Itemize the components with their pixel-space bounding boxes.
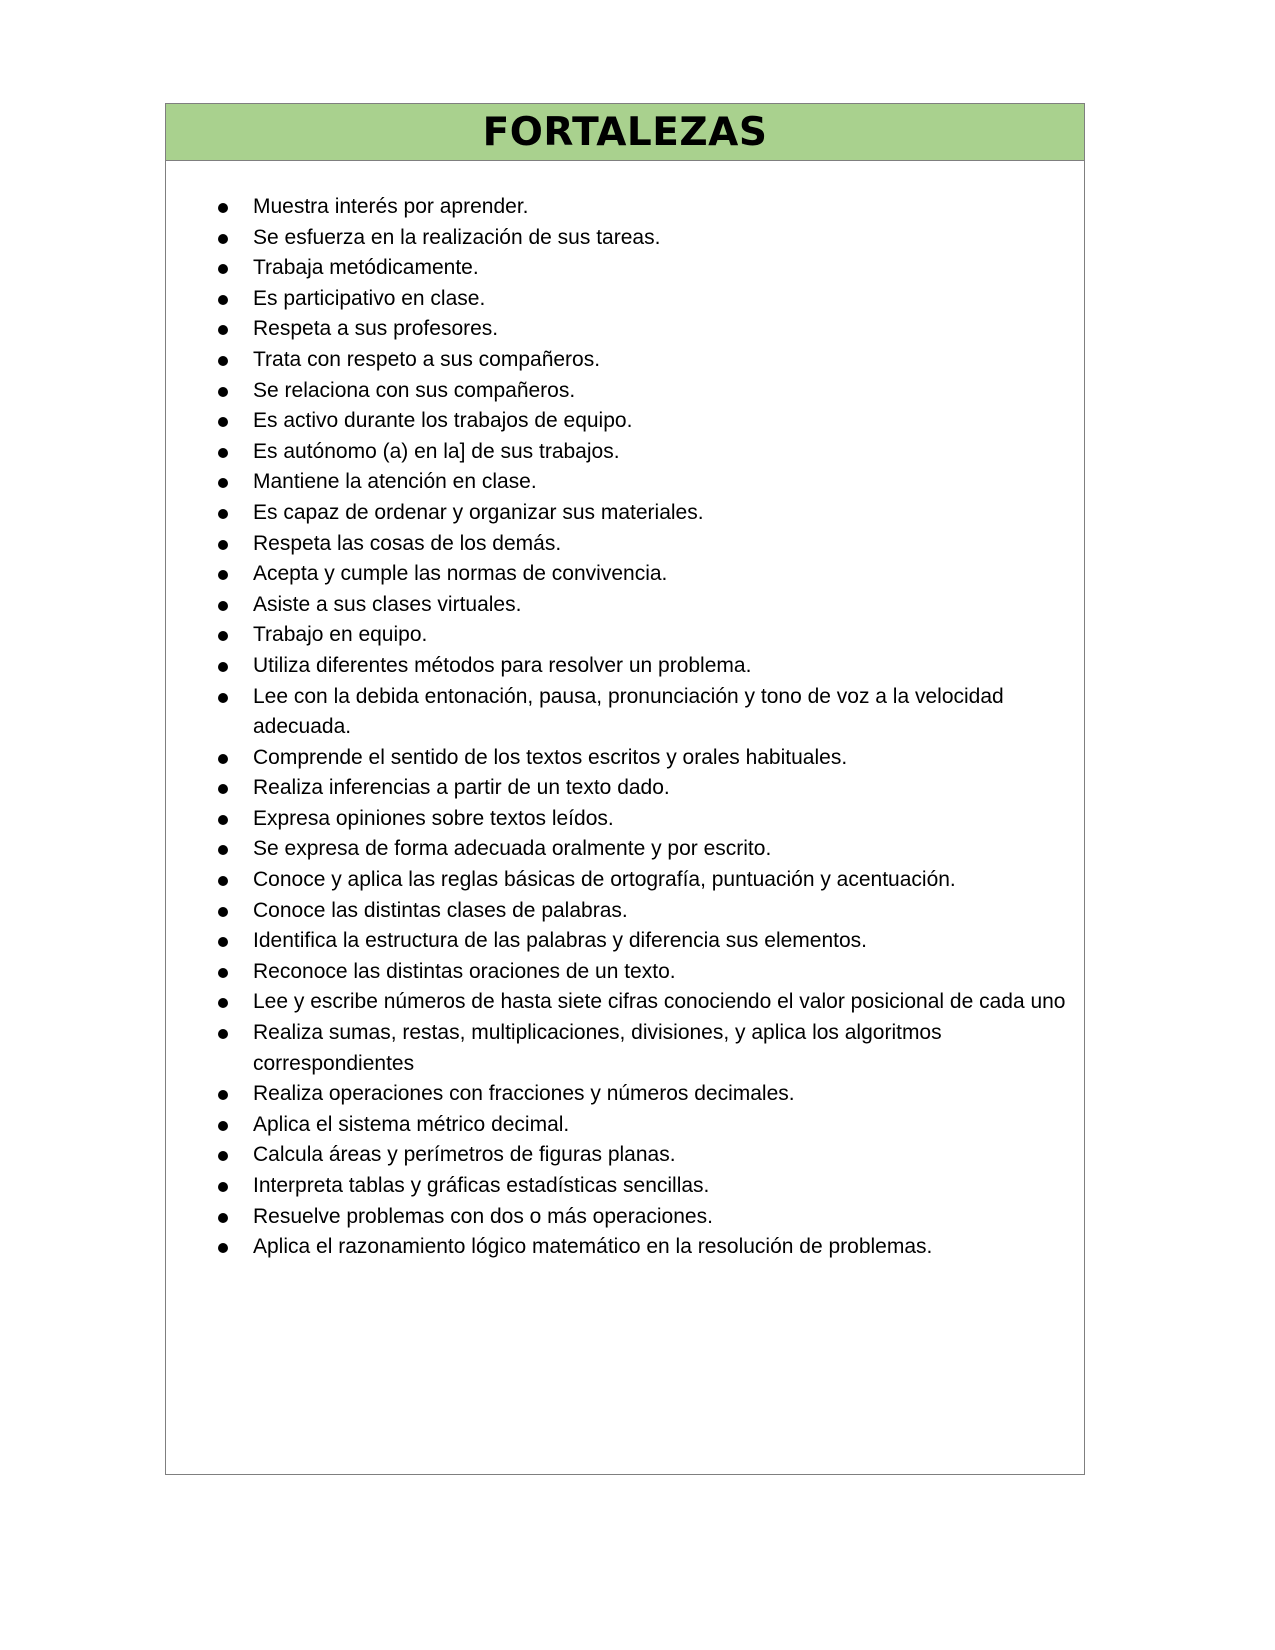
- list-item: Es participativo en clase.: [166, 284, 1084, 315]
- list-item: Respeta las cosas de los demás.: [166, 529, 1084, 560]
- strengths-list: [166, 161, 1084, 1263]
- list-item: Es capaz de ordenar y organizar sus materiales.: [166, 498, 1084, 529]
- list-item: Comprende el sentido de los textos escritos y orales habituales.: [166, 743, 1084, 774]
- list-item: Muestra interés por aprender.: [166, 192, 1084, 223]
- list-item: Se relaciona con sus compañeros.: [166, 376, 1084, 407]
- list-item: Es activo durante los trabajos de equipo.: [166, 406, 1084, 437]
- list-item: Es autónomo (a) en la] de sus trabajos.: [166, 437, 1084, 468]
- list-item: Reconoce las distintas oraciones de un texto.: [166, 957, 1084, 988]
- list-item: Asiste a sus clases virtuales.: [166, 590, 1084, 621]
- list-item: Realiza operaciones con fracciones y números decimales.: [166, 1079, 1084, 1110]
- list-item: Trabajo en equipo.: [166, 620, 1084, 651]
- page-title: FORTALEZAS: [482, 109, 768, 155]
- list-item: Utiliza diferentes métodos para resolver un problema.: [166, 651, 1084, 682]
- strengths-panel: [165, 103, 1085, 1475]
- list-item: Identifica la estructura de las palabras y diferencia sus elementos.: [166, 926, 1084, 957]
- list-item: Trata con respeto a sus compañeros.: [166, 345, 1084, 376]
- list-item: Aplica el razonamiento lógico matemático en la resolución de problemas.: [166, 1232, 1084, 1263]
- list-item: Se expresa de forma adecuada oralmente y por escrito.: [166, 834, 1084, 865]
- list-item: Expresa opiniones sobre textos leídos.: [166, 804, 1084, 835]
- list-item: Realiza sumas, restas, multiplicaciones, divisiones, y aplica los algoritmos correspondientes: [166, 1018, 1084, 1079]
- list-item: Realiza inferencias a partir de un texto dado.: [166, 773, 1084, 804]
- list-item: Respeta a sus profesores.: [166, 314, 1084, 345]
- list-item: Lee con la debida entonación, pausa, pronunciación y tono de voz a la velocidad adecuada.: [166, 682, 1084, 743]
- list-item: Conoce y aplica las reglas básicas de ortografía, puntuación y acentuación.: [166, 865, 1084, 896]
- list-item: Se esfuerza en la realización de sus tareas.: [166, 223, 1084, 254]
- list-item: Conoce las distintas clases de palabras.: [166, 896, 1084, 927]
- list-item: Mantiene la atención en clase.: [166, 467, 1084, 498]
- list-item: Lee y escribe números de hasta siete cifras conociendo el valor posicional de cada uno: [166, 987, 1084, 1018]
- panel-header: [166, 104, 1084, 161]
- list-item: Trabaja metódicamente.: [166, 253, 1084, 284]
- list-item: Aplica el sistema métrico decimal.: [166, 1110, 1084, 1141]
- list-item: Calcula áreas y perímetros de figuras planas.: [166, 1140, 1084, 1171]
- list-item: Acepta y cumple las normas de convivencia.: [166, 559, 1084, 590]
- list-item: Interpreta tablas y gráficas estadísticas sencillas.: [166, 1171, 1084, 1202]
- list-item: Resuelve problemas con dos o más operaciones.: [166, 1202, 1084, 1233]
